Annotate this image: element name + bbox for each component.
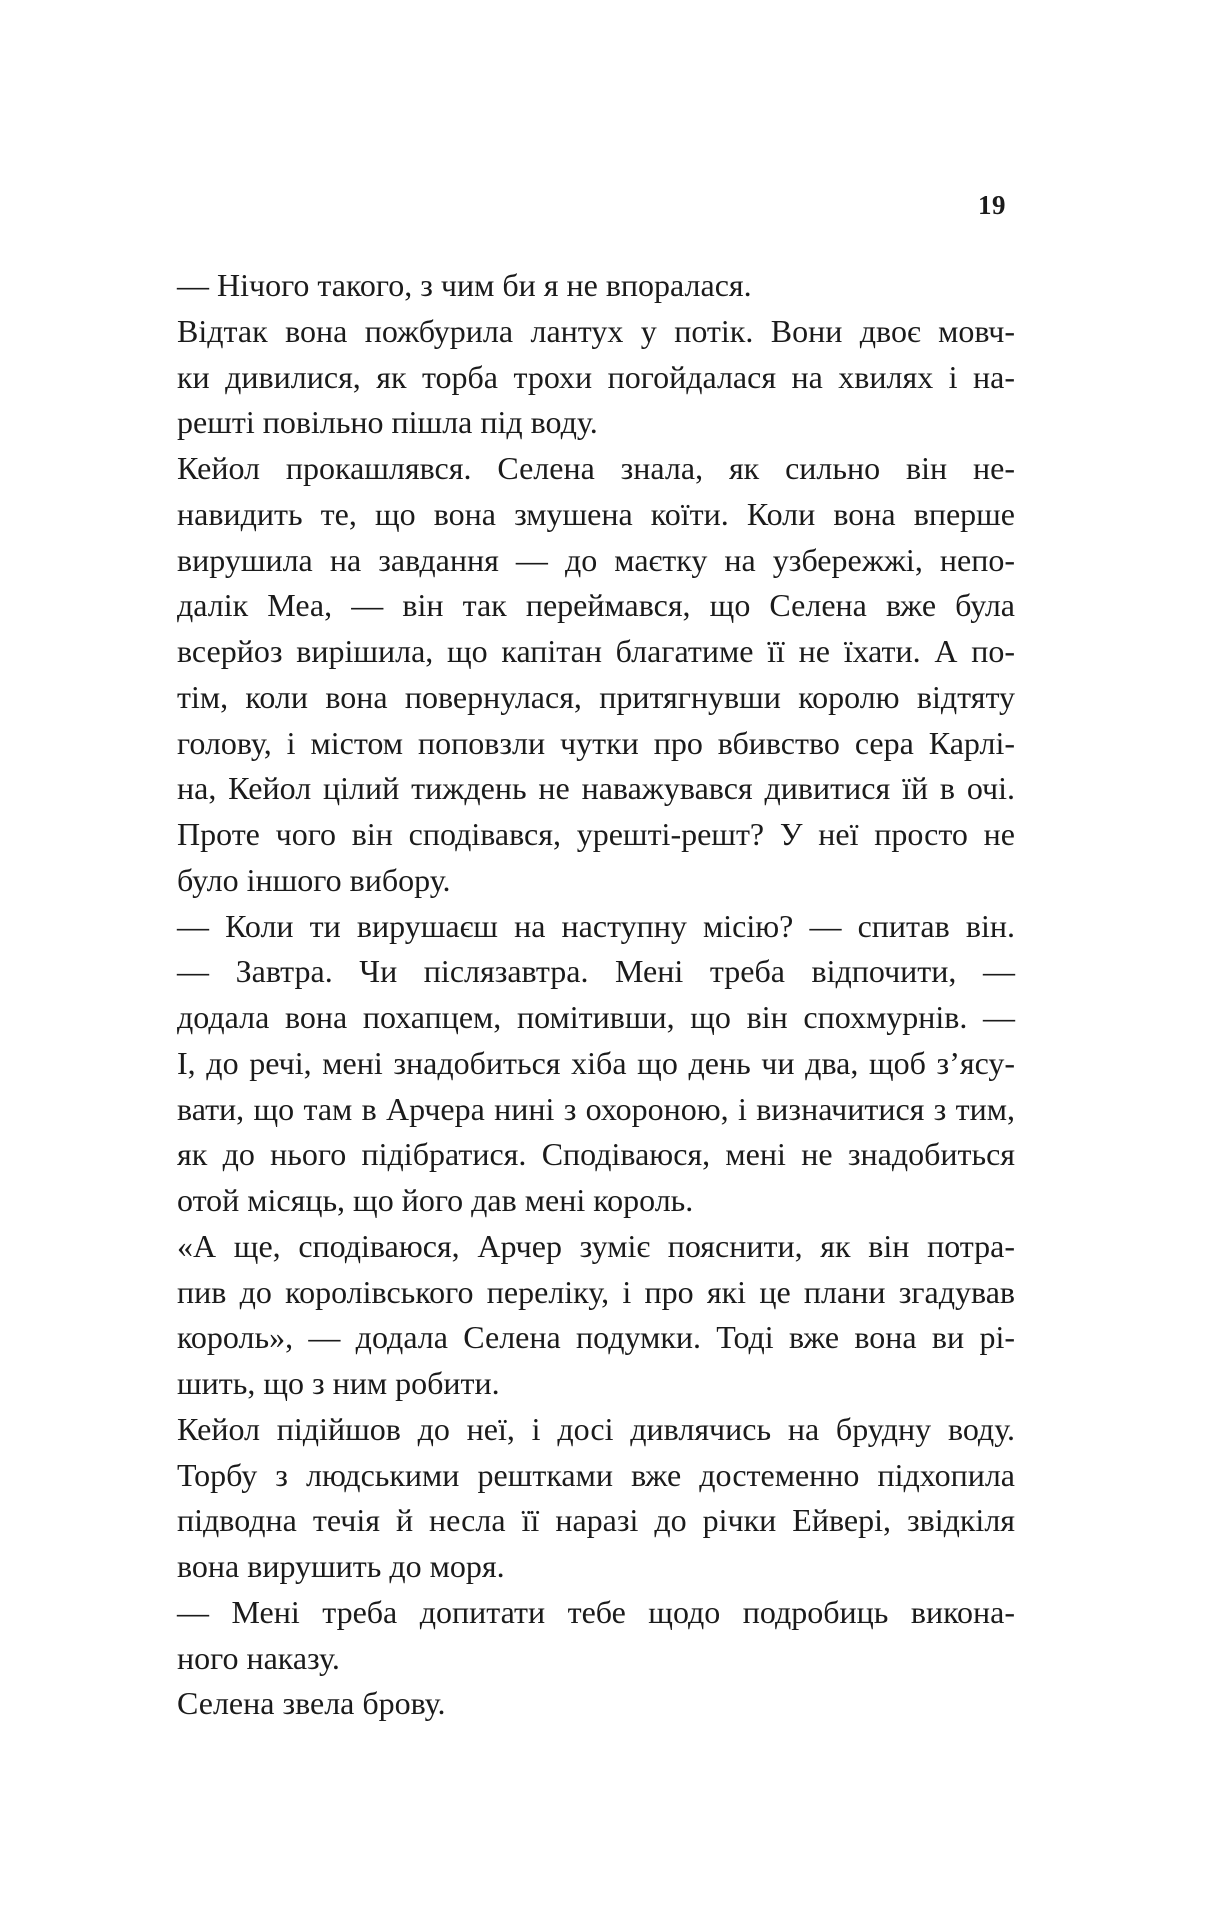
text-line: — Мені треба допитати тебе щодо подробиць викона-: [177, 1593, 1015, 1630]
text-line: Кейол підійшов до неї, і досі дивлячись на брудну воду.: [177, 1410, 1015, 1447]
text-line: Торбу з людськими рештками вже достеменно підхопила: [177, 1456, 1015, 1493]
text-line: Проте чого він сподівався, урешті-решт? У неї просто не: [177, 816, 1015, 852]
text-line: додала вона похапцем, помітивши, що він спохмурнів. —: [177, 999, 1015, 1035]
text-line: навидить те, що вона змушена коїти. Коли вона вперше: [177, 495, 1015, 532]
text-line: Селена звела брову.: [177, 1685, 446, 1722]
text-line: пив до королівського переліку, і про які це плани згадував: [177, 1273, 1015, 1310]
text-line: «А ще, сподіваюся, Арчер зуміє пояснити, як він потра-: [177, 1227, 1015, 1264]
text-line: ного наказу.: [177, 1639, 340, 1676]
text-line: шить, що з ним робити.: [177, 1365, 500, 1401]
text-line: — Коли ти вирушаєш на наступну місію? — спитав він.: [177, 907, 1015, 944]
text-line: вона вирушить до моря.: [177, 1548, 505, 1584]
text-line: голову, і містом поповзли чутки про вбивство сера Карлі-: [177, 724, 1015, 761]
text-line: далік Меа, — він так переймався, що Селена вже була: [177, 587, 1015, 624]
text-line: отой місяць, що його дав мені король.: [177, 1182, 694, 1218]
text-line: — Завтра. Чи післязавтра. Мені треба відпочити, —: [177, 953, 1015, 990]
text-line: король», — додала Селена подумки. Тоді вже вона ви рі-: [177, 1319, 1015, 1356]
page-number: 19: [978, 190, 1006, 220]
text-line: ки дивилися, як торба трохи погойдалася на хвилях і на-: [177, 358, 1015, 395]
text-line: І, до речі, мені знадобиться хіба що день чи два, щоб з’ясу-: [177, 1044, 1015, 1081]
text-line: вати, що там в Арчера нині з охороною, і визначитися з тим,: [177, 1090, 1015, 1127]
text-line: Кейол прокашлявся. Селена знала, як сильно він не-: [177, 450, 1015, 486]
text-line: решті повільно пішла під воду.: [177, 404, 598, 441]
text-line: вирушила на завдання — до маєтку на узбережжі, непо-: [177, 541, 1015, 578]
text-line: Відтак вона пожбурила лантух у потік. Вони двоє мовч-: [177, 312, 1015, 349]
body-text: [177, 263, 1015, 1727]
text-line: тім, коли вона повернулася, притягнувши королю відтяту: [177, 678, 1015, 715]
text-line: як до нього підібратися. Сподіваюся, мені не знадобиться: [177, 1136, 1015, 1173]
text-line: було іншого вибору.: [177, 861, 451, 898]
text-line: підводна течія й несла її наразі до річки Ейвері, звідкіля: [177, 1502, 1015, 1539]
text-line: — Нічого такого, з чим би я не впоралася.: [177, 267, 752, 303]
text-line: всерйоз вирішила, що капітан благатиме її не їхати. А по-: [177, 633, 1015, 669]
text-line: на, Кейол цілий тиждень не наважувався дивитися їй в очі.: [177, 770, 1015, 807]
